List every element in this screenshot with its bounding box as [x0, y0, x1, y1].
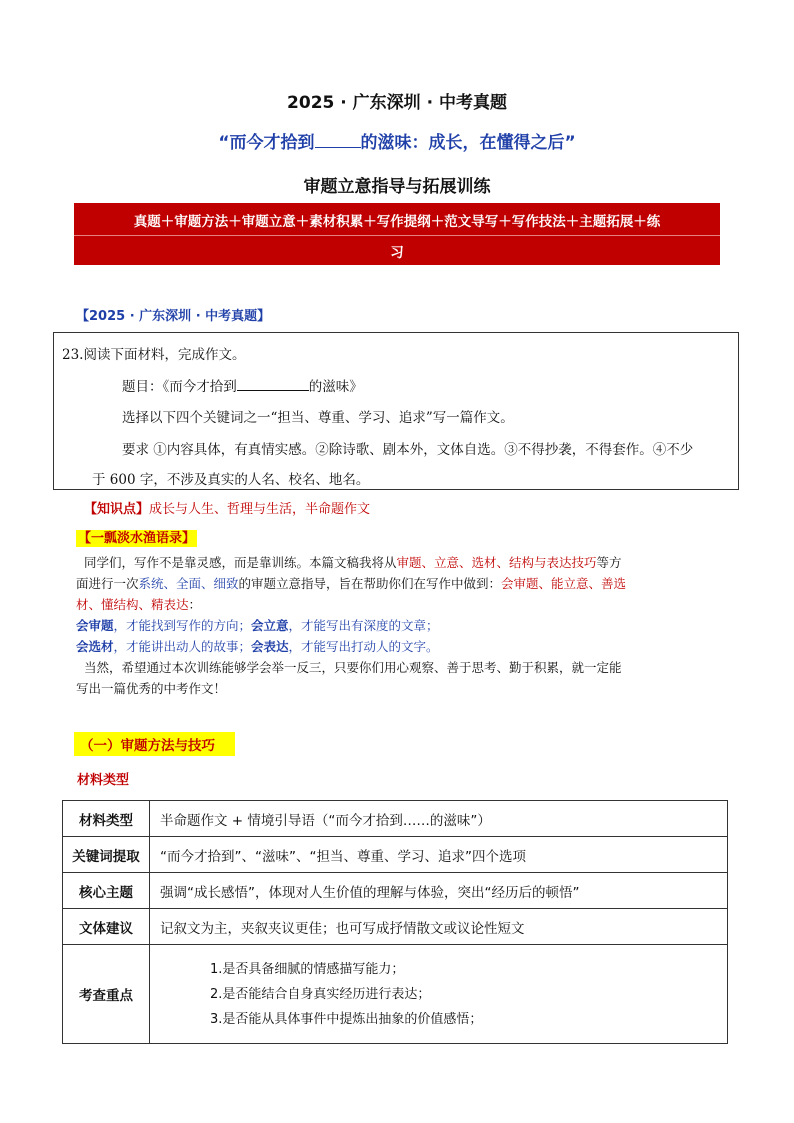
table-key: 核心主题 — [63, 873, 150, 909]
question-box — [53, 332, 739, 490]
table-row — [63, 909, 728, 945]
quote-label: 【一瓢淡水渔语录】 — [78, 531, 196, 546]
table-value — [150, 945, 728, 1044]
intro-line-3 — [76, 594, 626, 615]
banner-line-1: 真题＋审题方法＋审题立意＋素材积累＋写作提纲＋范文导写＋写作技法＋主题拓展＋练 — [133, 214, 661, 230]
table-value: 半命题作文 + 情境引导语（“而今才拾到……的滋味”） — [150, 801, 728, 837]
analysis-table — [62, 800, 728, 1044]
intro-highlight: 材、懂结构、精表达 — [76, 597, 189, 612]
list-item: 3.是否能从具体事件中提炼出抽象的价值感悟； — [210, 1011, 483, 1027]
intro-keyword: 会审题 — [76, 618, 114, 633]
question-title-blank — [237, 378, 309, 391]
intro-text: ，才能讲出动人的故事； — [113, 639, 252, 654]
question-title-before: 题目：《而今才拾到 — [122, 379, 237, 395]
question-choose: 选择以下四个关键词之一“担当、尊重、学习、追求”写一篇作文。 — [122, 410, 514, 426]
banner-divider — [74, 235, 720, 236]
intro-text: ，才能找到写作的方向； — [113, 618, 252, 633]
section-heading-1: （一）审题方法与技巧 — [74, 732, 235, 756]
topic-banner — [74, 203, 720, 265]
knowledge-point — [84, 498, 370, 517]
intro-line-4 — [76, 615, 626, 636]
intro-highlight: 系统、全面、细致 — [138, 576, 239, 591]
focus-list — [160, 957, 717, 1032]
table-key: 文体建议 — [63, 909, 150, 945]
question-requirements: 要求 ①内容具体，有真情实感。②除诗歌、剧本外，文体自选。③不得抄袭，不得套作。④不少 — [122, 442, 694, 458]
intro-line-1 — [76, 552, 626, 573]
table-key: 关键词提取 — [63, 837, 150, 873]
table-row — [63, 873, 728, 909]
intro-paragraph — [76, 552, 626, 699]
question-title-after: 的滋味》 — [308, 379, 363, 395]
intro-text: 等方 — [596, 555, 622, 570]
list-item: 1.是否具备细腻的情感描写能力； — [210, 961, 405, 977]
subtitle-before: “而今才拾到 — [218, 133, 315, 153]
exam-label: 【2025 · 广东深圳 · 中考真题】 — [76, 309, 271, 324]
quote-label-wrap — [76, 527, 197, 546]
intro-text: 写出一篇优秀的中考作文！ — [76, 681, 227, 696]
material-heading: 材料类型 — [77, 773, 130, 788]
intro-keyword: 会立意 — [251, 618, 289, 633]
intro-line-6 — [76, 657, 626, 678]
table-row — [63, 837, 728, 873]
intro-keyword: 会选材 — [76, 639, 114, 654]
page-heading: 审题立意指导与拓展训练 — [303, 177, 491, 197]
subtitle-after: 的滋味：成长，在懂得之后” — [360, 133, 576, 153]
page-subtitle — [0, 128, 794, 153]
table-value: 记叙文为主，夹叙夹议更佳；也可写成抒情散文或议论性短文 — [150, 909, 728, 945]
intro-highlight: 会审题、能立意、善选 — [501, 576, 627, 591]
table-value: 强调“成长感悟”，体现对人生价值的理解与体验，突出“经历后的顿悟” — [150, 873, 728, 909]
question-requirements-2: 于 600 字，不涉及真实的人名、校名、地名。 — [92, 472, 370, 488]
intro-line-2 — [76, 573, 626, 594]
intro-keyword: 会表达 — [251, 639, 289, 654]
intro-text: 的审题立意指导，旨在帮助你们在写作中做到： — [238, 576, 502, 591]
intro-text: 当然，希望通过本次训练能够学会举一反三，只要你们用心观察、善于思考、勤于积累，就一定能 — [83, 660, 622, 675]
intro-line-5 — [76, 636, 626, 657]
intro-text: ，才能写出有深度的文章； — [288, 618, 439, 633]
knowledge-label: 【知识点】 — [84, 502, 150, 517]
intro-text: ，才能写出打动人的文字。 — [288, 639, 439, 654]
list-item: 2.是否能结合自身真实经历进行表达； — [210, 986, 431, 1002]
table-value: “而今才拾到”、“滋味”、“担当、尊重、学习、追求”四个选项 — [150, 837, 728, 873]
banner-line-2: 习 — [390, 245, 404, 261]
subtitle-blank — [315, 133, 361, 148]
question-intro: 23.阅读下面材料，完成作文。 — [62, 347, 246, 363]
intro-text: 同学们，写作不是靠灵感，而是靠训练。本篇文稿我将从 — [83, 555, 397, 570]
intro-line-7 — [76, 678, 626, 699]
intro-text: 面进行一次 — [76, 576, 139, 591]
intro-highlight: 审题、立意、选材、结构与表达技巧 — [396, 555, 597, 570]
table-row — [63, 945, 728, 1044]
page-title: 2025 · 广东深圳 · 中考真题 — [287, 93, 507, 113]
question-title — [122, 375, 363, 395]
table-key: 考查重点 — [63, 945, 150, 1044]
table-row — [63, 801, 728, 837]
table-key: 材料类型 — [63, 801, 150, 837]
intro-text: ： — [188, 597, 202, 612]
knowledge-text: 成长与人生、哲理与生活，半命题作文 — [149, 502, 371, 517]
